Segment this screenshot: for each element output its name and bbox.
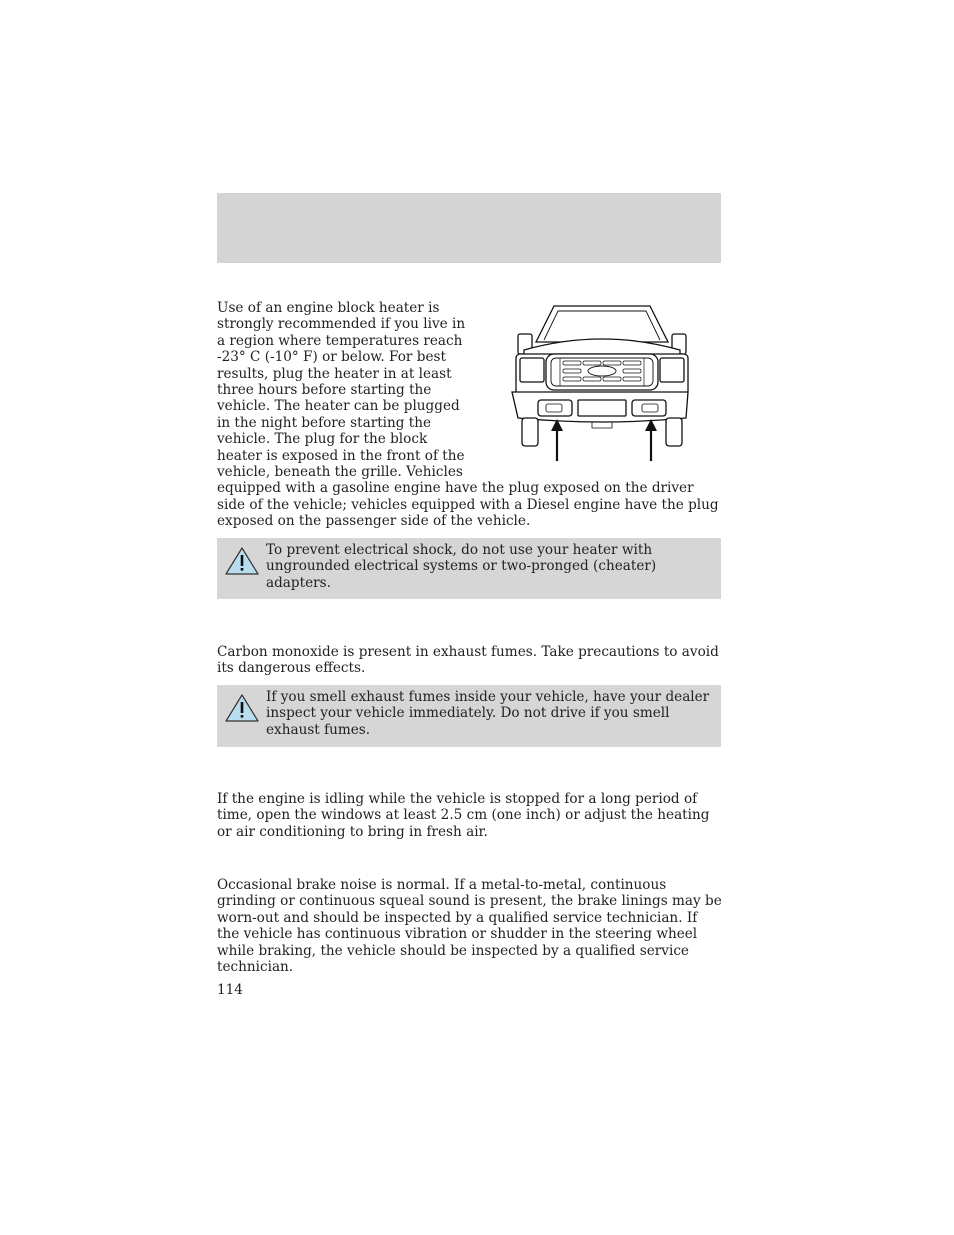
warning-text: If you smell exhaust fumes inside your vehicle, have your dealer inspect your vehicle immediately. Do not drive if you smell exhaust fumes. xyxy=(266,689,710,738)
warning-triangle-icon xyxy=(224,546,260,576)
intro-line: equipped with a gasoline engine have the plug exposed on the driver xyxy=(217,480,694,497)
section-header-band xyxy=(217,193,721,263)
idling-paragraph: If the engine is idling while the vehicle is stopped for a long period of time, open the windows at least 2.5 cm (one inch) or adjust the heating or air conditioning to bring in fresh air. xyxy=(217,791,710,840)
intro-line: vehicle. The heater can be plugged xyxy=(217,398,460,415)
electrical-shock-warning xyxy=(217,538,721,599)
exhaust-fumes-warning xyxy=(217,685,721,747)
warning-text: To prevent electrical shock, do not use your heater with ungrounded electrical systems or two-pronged (cheater) adapters. xyxy=(266,542,657,591)
truck-front-illustration xyxy=(508,300,692,464)
intro-line: a region where temperatures reach xyxy=(217,332,463,349)
intro-line: three hours before starting the xyxy=(217,382,432,399)
brake-noise-paragraph: Occasional brake noise is normal. If a metal-to-metal, continuous grinding or continuous squeal sound is present, the brake linings may be worn-out and should be inspected by a qualified service technician. If the vehicle has continuous vibration or shudder in the steering wheel while braking, the vehicle should be inspected by a qualified service technician. xyxy=(217,877,722,976)
intro-line: vehicle. The plug for the block xyxy=(217,431,428,448)
intro-line: strongly recommended if you live in xyxy=(217,316,466,333)
intro-line: in the night before starting the xyxy=(217,414,432,431)
intro-line: -23° C (-10° F) or below. For best xyxy=(217,349,446,366)
intro-line: results, plug the heater in at least xyxy=(217,365,452,382)
intro-line: vehicle, beneath the grille. Vehicles xyxy=(217,464,463,481)
intro-line: Use of an engine block heater is xyxy=(217,300,440,316)
intro-line: exposed on the passenger side of the vehicle. xyxy=(217,513,531,530)
warning-triangle-icon xyxy=(224,693,260,723)
carbon-monoxide-paragraph: Carbon monoxide is present in exhaust fumes. Take precautions to avoid its dangerous effects. xyxy=(217,644,719,677)
intro-line: heater is exposed in the front of the xyxy=(217,447,465,464)
page-number: 114 xyxy=(217,982,243,998)
intro-line: side of the vehicle; vehicles equipped with a Diesel engine have the plug xyxy=(217,496,719,513)
